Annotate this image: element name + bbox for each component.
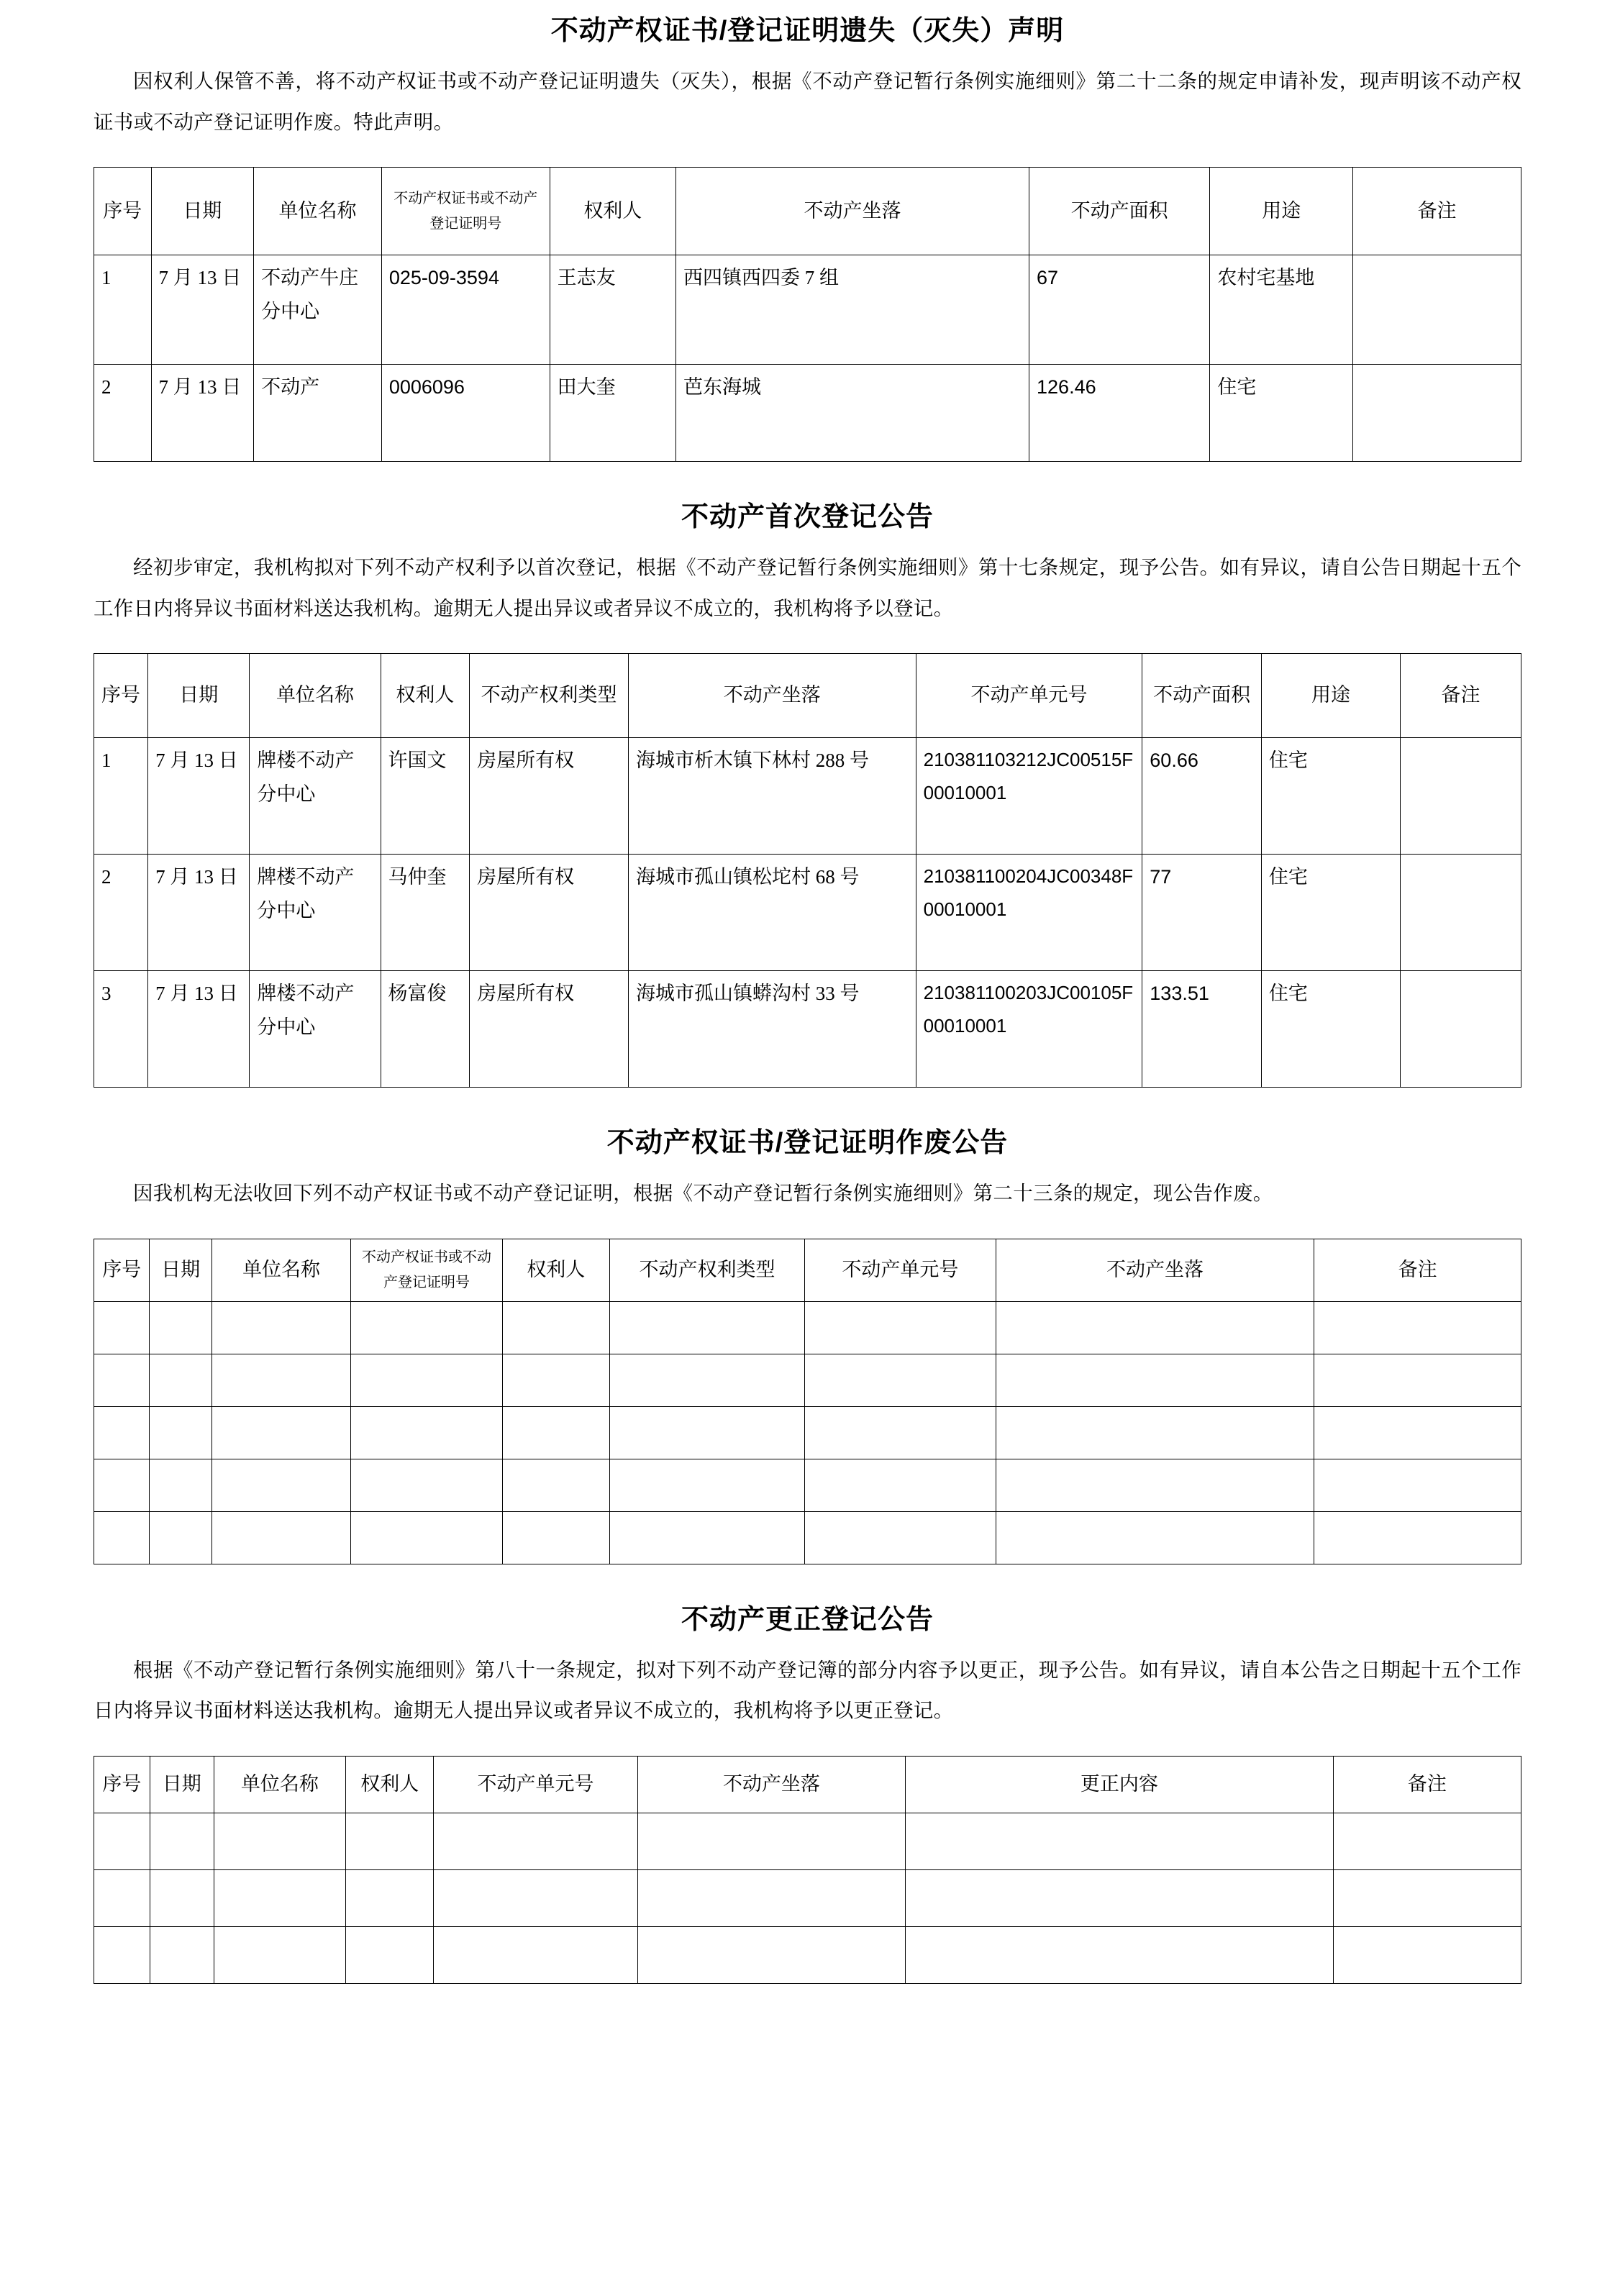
- table-body-empty-rows: [94, 1813, 1521, 1983]
- cell-holder: [502, 1511, 609, 1564]
- cell-date: [150, 1301, 211, 1354]
- column-header-seq: 序号: [94, 1756, 150, 1813]
- cell-location: 海城市孤山镇蟒沟村 33 号: [628, 971, 916, 1088]
- table-row: [94, 1301, 1521, 1354]
- cell-date: 7 月 13 日: [151, 365, 254, 462]
- column-header-location: 不动产坐落: [676, 168, 1029, 255]
- cell-unit: [214, 1813, 345, 1869]
- page-title-loss-declaration: 不动产权证书/登记证明遗失（灭失）声明: [550, 16, 1065, 46]
- table-loss-declaration: [94, 167, 1521, 462]
- paragraph-correction-notice: 根据《不动产登记暂行条例实施细则》第八十一条规定，拟对下列不动产登记簿的部分内容予以更正，现予公告。如有异议，请自本公告之日期起十五个工作日内将异议书面材料送达我机构。逾期无人提出异议或者异议不成立的，我机构将予以更正登记。: [94, 1659, 1521, 1722]
- column-header-right-type: 不动产权利类型: [610, 1239, 805, 1301]
- column-header-unit: 单位名称: [254, 168, 382, 255]
- cell-remark: [1401, 738, 1521, 855]
- cell-remark: [1314, 1511, 1521, 1564]
- cell-location: [996, 1459, 1314, 1511]
- column-header-unit-no: 不动产单元号: [916, 654, 1142, 738]
- cell-seq: [94, 1406, 150, 1459]
- cell-unit: [211, 1459, 351, 1511]
- column-header-location: 不动产坐落: [996, 1239, 1314, 1301]
- cell-remark: [1401, 971, 1521, 1088]
- column-header-cert-no: 不动产权证书或不动产登记证明号: [351, 1239, 502, 1301]
- cell-remark: [1314, 1301, 1521, 1354]
- cell-seq: 3: [94, 971, 148, 1088]
- column-header-date: 日期: [151, 168, 254, 255]
- cell-date: 7 月 13 日: [148, 738, 250, 855]
- column-header-remark: 备注: [1314, 1239, 1521, 1301]
- table-row: [94, 1511, 1521, 1564]
- cell-unit: 牌楼不动产分中心: [250, 971, 381, 1088]
- cell-right-type: [610, 1301, 805, 1354]
- column-header-area: 不动产面积: [1142, 654, 1262, 738]
- cell-seq: [94, 1459, 150, 1511]
- column-header-date: 日期: [148, 654, 250, 738]
- cell-location: [637, 1869, 905, 1926]
- cell-holder: [346, 1926, 434, 1983]
- column-header-unit: 单位名称: [214, 1756, 345, 1813]
- cell-unit: 牌楼不动产分中心: [250, 738, 381, 855]
- cell-unit-no: 210381103212JC00515F00010001: [916, 738, 1142, 855]
- cell-usage: 住宅: [1261, 971, 1400, 1088]
- table-first-registration: [94, 653, 1521, 1088]
- cell-correction: [906, 1926, 1334, 1983]
- cell-seq: [94, 1869, 150, 1926]
- cell-date: [150, 1813, 214, 1869]
- cell-right-type: [610, 1406, 805, 1459]
- column-header-remark: 备注: [1333, 1756, 1521, 1813]
- cell-cert-no: [351, 1459, 502, 1511]
- cell-cert-no: 025-09-3594: [381, 255, 550, 365]
- cell-remark: [1401, 855, 1521, 971]
- cell-location: [637, 1926, 905, 1983]
- cell-unit: 不动产牛庄分中心: [254, 255, 382, 365]
- column-header-cert-no: 不动产权证书或不动产登记证明号: [381, 168, 550, 255]
- cell-unit: 牌楼不动产分中心: [250, 855, 381, 971]
- cell-holder: [502, 1459, 609, 1511]
- column-header-holder: 权利人: [381, 654, 470, 738]
- cell-remark: [1353, 365, 1521, 462]
- cell-usage: 农村宅基地: [1210, 255, 1353, 365]
- cell-date: [150, 1926, 214, 1983]
- column-header-correction: 更正内容: [906, 1756, 1334, 1813]
- cell-location: [996, 1354, 1314, 1406]
- cell-cert-no: [351, 1354, 502, 1406]
- table-row: [94, 1926, 1521, 1983]
- column-header-usage: 用途: [1210, 168, 1353, 255]
- cell-unit: [211, 1511, 351, 1564]
- cell-unit: [211, 1406, 351, 1459]
- column-header-unit: 单位名称: [211, 1239, 351, 1301]
- cell-date: 7 月 13 日: [151, 255, 254, 365]
- cell-date: [150, 1459, 211, 1511]
- cell-location: [996, 1511, 1314, 1564]
- paragraph-loss-declaration: 因权利人保管不善，将不动产权证书或不动产登记证明遗失（灭失），根据《不动产登记暂行条例实施细则》第二十二条的规定申请补发，现声明该不动产权证书或不动产登记证明作废。特此声明。: [94, 70, 1521, 133]
- cell-right-type: 房屋所有权: [470, 855, 629, 971]
- cell-holder: 田大奎: [550, 365, 675, 462]
- cell-cert-no: [351, 1301, 502, 1354]
- cell-location: 海城市孤山镇松坨村 68 号: [628, 855, 916, 971]
- cell-seq: 1: [94, 738, 148, 855]
- table-row: [94, 255, 1521, 365]
- cell-location: [637, 1813, 905, 1869]
- cell-location: [996, 1406, 1314, 1459]
- table-correction-notice: [94, 1756, 1521, 1984]
- cell-seq: 2: [94, 855, 148, 971]
- cell-date: [150, 1511, 211, 1564]
- cell-correction: [906, 1813, 1334, 1869]
- column-header-usage: 用途: [1261, 654, 1400, 738]
- column-header-holder: 权利人: [502, 1239, 609, 1301]
- cell-seq: 2: [94, 365, 152, 462]
- cell-seq: 1: [94, 255, 152, 365]
- table-row: [94, 738, 1521, 855]
- cell-unit-no: [805, 1406, 996, 1459]
- cell-correction: [906, 1869, 1334, 1926]
- cell-seq: [94, 1926, 150, 1983]
- table-header-row: [94, 1756, 1521, 1813]
- table-row: [94, 365, 1521, 462]
- column-header-location: 不动产坐落: [628, 654, 916, 738]
- cell-unit: [211, 1301, 351, 1354]
- column-header-unit-no: 不动产单元号: [434, 1756, 637, 1813]
- cell-usage: 住宅: [1261, 738, 1400, 855]
- cell-area: 126.46: [1029, 365, 1210, 462]
- cell-location: 芭东海城: [676, 365, 1029, 462]
- cell-holder: [502, 1354, 609, 1406]
- column-header-date: 日期: [150, 1756, 214, 1813]
- table-row: [94, 1459, 1521, 1511]
- cell-date: 7 月 13 日: [148, 855, 250, 971]
- cell-holder: 许国文: [381, 738, 470, 855]
- cell-unit-no: [434, 1869, 637, 1926]
- column-header-unit: 单位名称: [250, 654, 381, 738]
- column-header-location: 不动产坐落: [637, 1756, 905, 1813]
- cell-unit-no: 210381100204JC00348F00010001: [916, 855, 1142, 971]
- column-header-seq: 序号: [94, 1239, 150, 1301]
- cell-unit: [211, 1354, 351, 1406]
- cell-seq: [94, 1511, 150, 1564]
- cell-date: 7 月 13 日: [148, 971, 250, 1088]
- cell-date: [150, 1354, 211, 1406]
- table-header-row: [94, 654, 1521, 738]
- table-row: [94, 1813, 1521, 1869]
- cell-unit-no: [805, 1511, 996, 1564]
- cell-remark: [1353, 255, 1521, 365]
- cell-usage: 住宅: [1261, 855, 1400, 971]
- cell-holder: [346, 1869, 434, 1926]
- column-header-right-type: 不动产权利类型: [470, 654, 629, 738]
- cell-holder: [502, 1406, 609, 1459]
- cell-seq: [94, 1354, 150, 1406]
- cell-seq: [94, 1813, 150, 1869]
- cell-right-type: [610, 1354, 805, 1406]
- table-row: [94, 855, 1521, 971]
- cell-location: 西四镇西四委 7 组: [676, 255, 1029, 365]
- cell-unit-no: [434, 1813, 637, 1869]
- cell-holder: 王志友: [550, 255, 675, 365]
- cell-right-type: 房屋所有权: [470, 971, 629, 1088]
- paragraph-void-notice: 因我机构无法收回下列不动产权证书或不动产登记证明，根据《不动产登记暂行条例实施细则》第二十三条的规定，现公告作废。: [133, 1182, 1273, 1205]
- cell-seq: [94, 1301, 150, 1354]
- paragraph-first-registration: 经初步审定，我机构拟对下列不动产权利予以首次登记，根据《不动产登记暂行条例实施细则》第十七条规定，现予公告。如有异议，请自公告日期起十五个工作日内将异议书面材料送达我机构。逾期无人提出异议或者异议不成立的，我机构将予以登记。: [94, 556, 1521, 619]
- table-row: [94, 971, 1521, 1088]
- cell-date: [150, 1869, 214, 1926]
- column-header-holder: 权利人: [346, 1756, 434, 1813]
- cell-area: 60.66: [1142, 738, 1262, 855]
- column-header-remark: 备注: [1401, 654, 1521, 738]
- cell-area: 67: [1029, 255, 1210, 365]
- page-title-first-registration: 不动产首次登记公告: [681, 502, 934, 533]
- page-title-correction-notice: 不动产更正登记公告: [681, 1604, 934, 1635]
- cell-remark: [1333, 1813, 1521, 1869]
- cell-location: [996, 1301, 1314, 1354]
- cell-unit: [214, 1869, 345, 1926]
- cell-remark: [1314, 1459, 1521, 1511]
- cell-cert-no: [351, 1406, 502, 1459]
- cell-usage: 住宅: [1210, 365, 1353, 462]
- cell-unit: [214, 1926, 345, 1983]
- cell-area: 77: [1142, 855, 1262, 971]
- cell-remark: [1333, 1869, 1521, 1926]
- cell-date: [150, 1406, 211, 1459]
- column-header-seq: 序号: [94, 168, 152, 255]
- cell-right-type: [610, 1511, 805, 1564]
- cell-remark: [1314, 1406, 1521, 1459]
- column-header-holder: 权利人: [550, 168, 675, 255]
- cell-cert-no: 0006096: [381, 365, 550, 462]
- cell-right-type: [610, 1459, 805, 1511]
- table-row: [94, 1354, 1521, 1406]
- table-row: [94, 1406, 1521, 1459]
- cell-area: 133.51: [1142, 971, 1262, 1088]
- cell-remark: [1333, 1926, 1521, 1983]
- column-header-date: 日期: [150, 1239, 211, 1301]
- column-header-remark: 备注: [1353, 168, 1521, 255]
- table-body-empty-rows: [94, 1301, 1521, 1564]
- cell-right-type: 房屋所有权: [470, 738, 629, 855]
- cell-remark: [1314, 1354, 1521, 1406]
- column-header-seq: 序号: [94, 654, 148, 738]
- cell-unit: 不动产: [254, 365, 382, 462]
- table-header-row: [94, 1239, 1521, 1301]
- table-void-notice: [94, 1239, 1521, 1564]
- table-row: [94, 1869, 1521, 1926]
- cell-location: 海城市析木镇下林村 288 号: [628, 738, 916, 855]
- cell-holder: [502, 1301, 609, 1354]
- cell-holder: 杨富俊: [381, 971, 470, 1088]
- cell-unit-no: [805, 1459, 996, 1511]
- cell-unit-no: [805, 1354, 996, 1406]
- cell-holder: 马仲奎: [381, 855, 470, 971]
- column-header-area: 不动产面积: [1029, 168, 1210, 255]
- cell-cert-no: [351, 1511, 502, 1564]
- table-header-row: [94, 168, 1521, 255]
- cell-unit-no: 210381100203JC00105F00010001: [916, 971, 1142, 1088]
- page-title-void-notice: 不动产权证书/登记证明作废公告: [606, 1128, 1009, 1159]
- column-header-unit-no: 不动产单元号: [805, 1239, 996, 1301]
- cell-unit-no: [434, 1926, 637, 1983]
- cell-holder: [346, 1813, 434, 1869]
- cell-unit-no: [805, 1301, 996, 1354]
